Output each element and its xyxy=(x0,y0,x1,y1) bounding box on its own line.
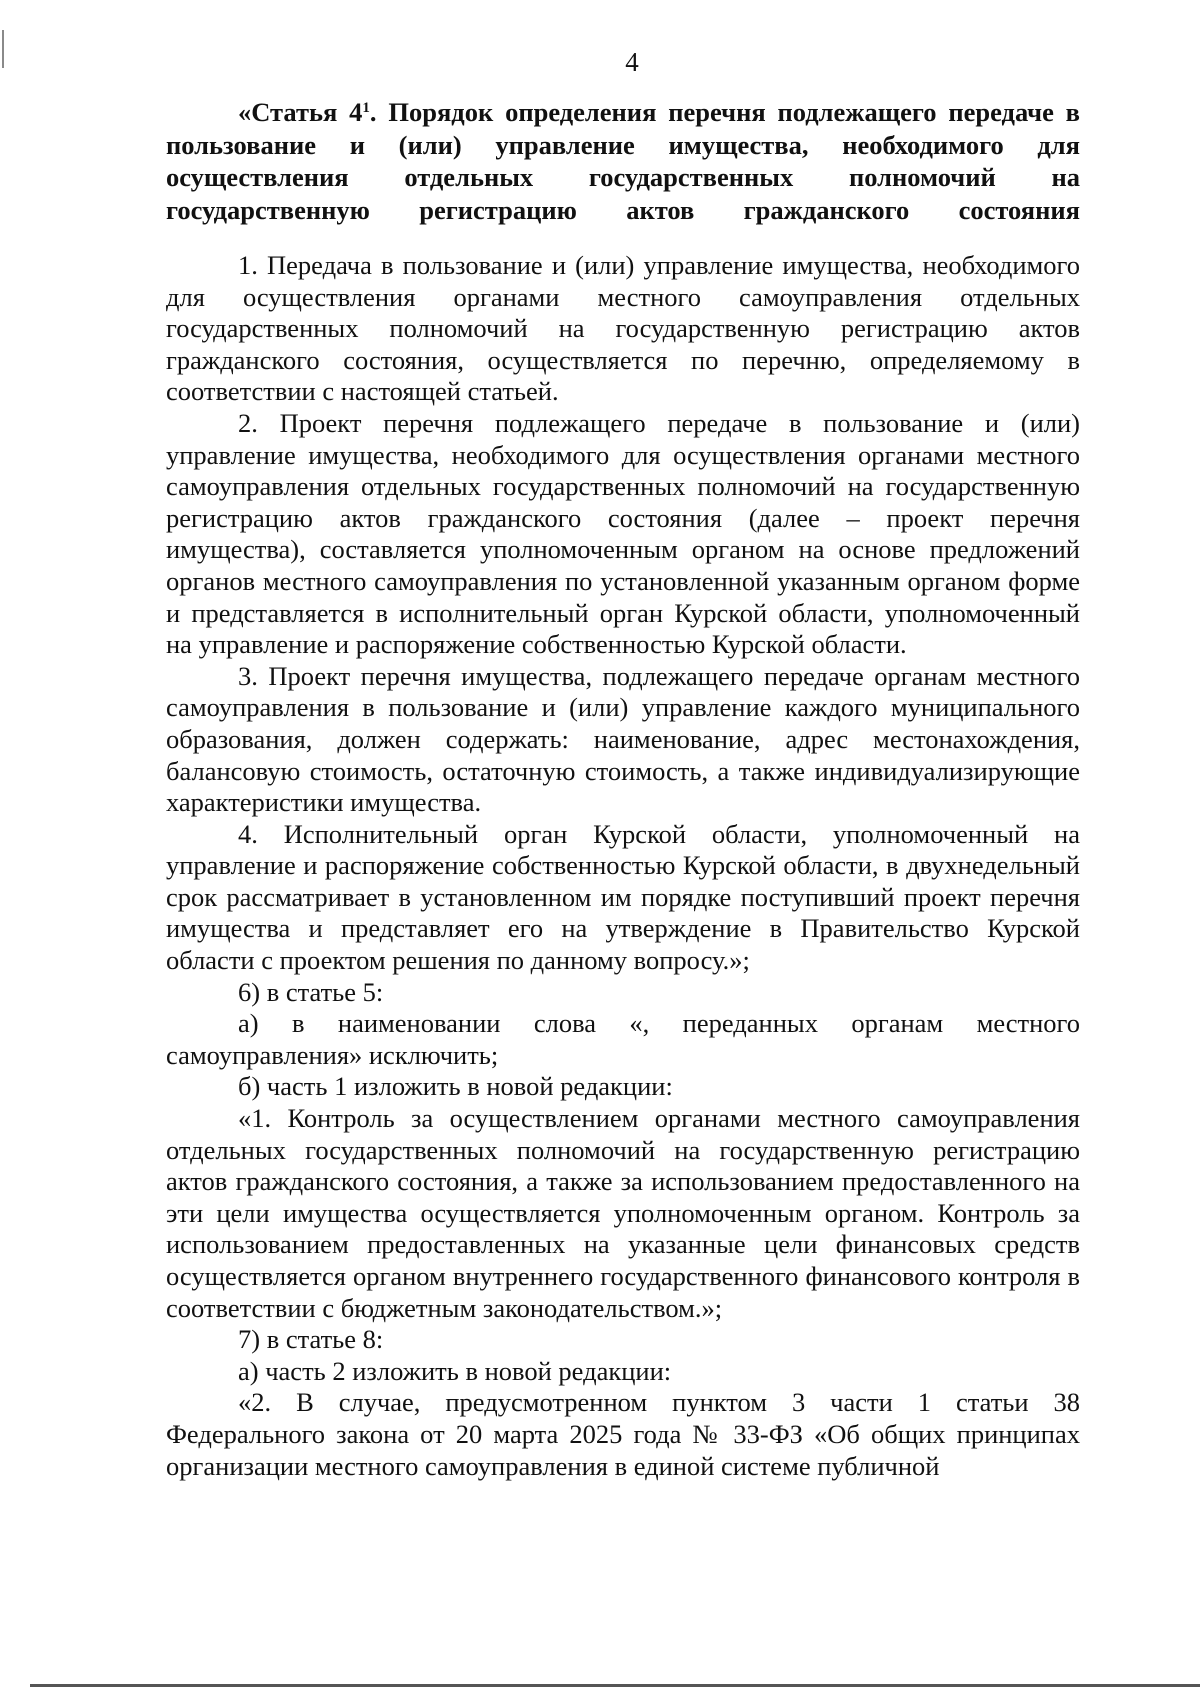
paragraph-1: 1. Передача в пользование и (или) управление имущества, необходимого для осуществления органами местного самоуправления отдельных государственных полномочий на государственную регистрацию актов гражданского состояния, осуществляется по перечню, определяемому в соответствии с настоящей статьей. xyxy=(166,250,1080,407)
article-heading xyxy=(166,96,1080,226)
paragraph-4: 4. Исполнительный орган Курской области, уполномоченный на управление и распоряжение собственностью Курской области, в двухнедельный срок рассматривает в установленном им порядке поступивший проект перечня имущества и представляет его на утверждение в Правительство Курской области с проектом решения по данному вопросу.»; xyxy=(166,818,1080,976)
paragraph-7: б) часть 1 изложить в новой редакции: xyxy=(238,1071,673,1102)
article-heading-text: . Порядок определения перечня подлежащего передаче в пользование и (или) управление имущества, необходимого для осуществления отдельных государственных полномочий на государственную регистрацию актов гражданского состояния xyxy=(166,97,1080,225)
article-heading-prefix: «Статья 4 xyxy=(238,97,363,127)
paragraph-3: 3. Проект перечня имущества, подлежащего передаче органам местного самоуправления в пользование и (или) управление каждого муниципального образования, должен содержать: наименование, адрес местонахождения, балансовую стоимость, остаточную стоимость, а также индивидуализирующие характеристики имущества. xyxy=(166,660,1080,818)
paragraph-2: 2. Проект перечня подлежащего передаче в пользование и (или) управление имущества, необходимого для осуществления органами местного самоуправления отдельных государственных полномочий на государственную регистрацию актов гражданского состояния (далее – проект перечня имущества), составляется уполномоченным органом на основе предложений органов местного самоуправления по установленной указанным органом форме и представляется в исполнительный орган Курской области, уполномоченный на управление и распоряжение собственностью Курской области. xyxy=(166,407,1080,660)
document-page xyxy=(166,40,1080,1482)
paragraph-10: а) часть 2 изложить в новой редакции: xyxy=(238,1355,672,1386)
paragraph-9: 7) в статье 8: xyxy=(238,1324,384,1355)
paragraph-11: «2. В случае, предусмотренном пунктом 3 части 1 статьи 38 Федерального закона от 20 марта 2025 года № 33-ФЗ «Об общих принципах организации местного самоуправления в единой системе публичной xyxy=(166,1387,1080,1481)
paragraph-6: а) в наименовании слова «, переданных органам местного самоуправления» исключить; xyxy=(166,1008,1080,1070)
scan-edge-left xyxy=(2,30,4,68)
scan-edge-bottom xyxy=(30,1684,1200,1687)
paragraph-5: 6) в статье 5: xyxy=(238,976,384,1007)
article-heading-superscript: 1 xyxy=(362,100,370,116)
paragraph-8: «1. Контроль за осуществлением органами местного самоуправления отдельных государственных полномочий на государственную регистрацию актов гражданского состояния, а также за использованием предоставленного на эти цели имущества осуществляется уполномоченным органом. Контроль за использованием предоставленных на указанные цели финансовых средств осуществляется органом внутреннего государственного финансового контроля в соответствии с бюджетным законодательством.»; xyxy=(166,1103,1080,1323)
page-number: 4 xyxy=(625,47,639,77)
